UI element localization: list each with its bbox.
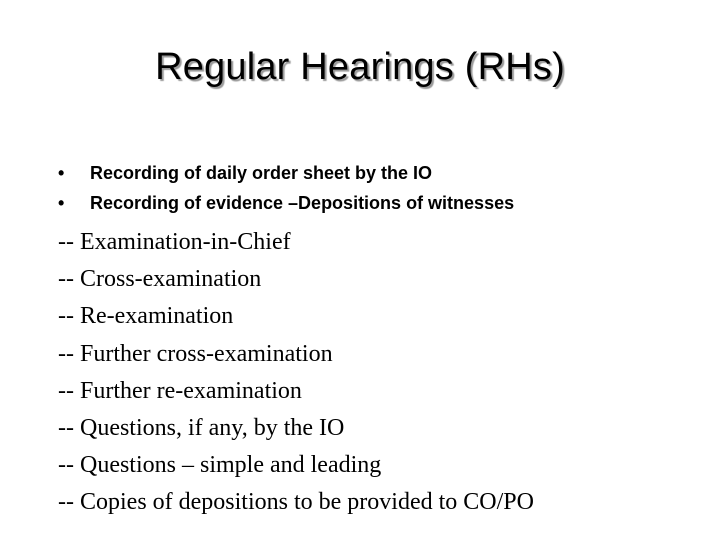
step-item: -- Further re-examination bbox=[58, 377, 302, 404]
step-item: -- Re-examination bbox=[58, 303, 234, 330]
bullet-marker: • bbox=[58, 163, 65, 183]
step-item: -- Cross-examination bbox=[58, 266, 262, 293]
bullet-marker: • bbox=[58, 193, 65, 213]
step-item: -- Questions – simple and leading bbox=[58, 452, 382, 479]
bullet-text: Recording of evidence –Depositions of witnesses bbox=[90, 193, 515, 213]
deposition-steps-list bbox=[58, 224, 534, 522]
step-item: -- Copies of depositions to be provided to CO/PO bbox=[58, 489, 534, 516]
bullet-item bbox=[58, 188, 514, 218]
step-item: -- Further cross-examination bbox=[58, 340, 333, 367]
bullet-text: Recording of daily order sheet by the IO bbox=[90, 163, 433, 183]
bullet-item bbox=[58, 158, 514, 188]
step-item: -- Questions, if any, by the IO bbox=[58, 415, 345, 442]
bullet-list bbox=[58, 158, 514, 218]
slide-title: Regular Hearings (RHs) bbox=[155, 46, 565, 88]
step-item: -- Examination-in-Chief bbox=[58, 229, 291, 255]
